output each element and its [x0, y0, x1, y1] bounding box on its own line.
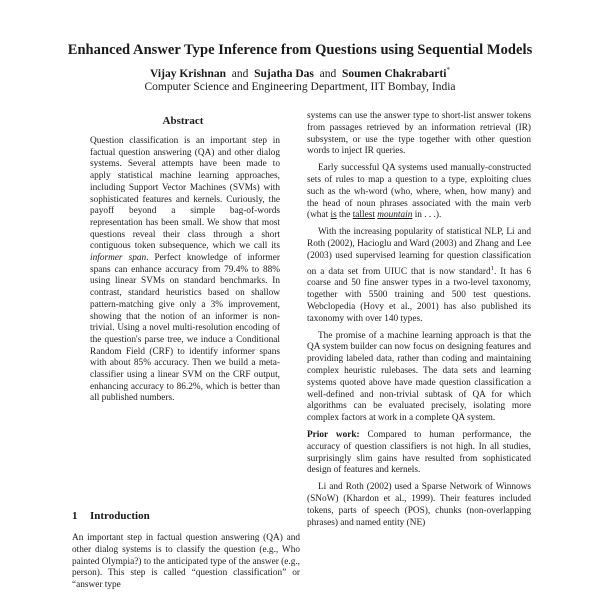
abstract-heading: Abstract [162, 115, 204, 127]
right-column [307, 111, 531, 534]
author-3: Soumen Chakrabarti [341, 67, 447, 80]
author-line [0, 66, 600, 80]
paragraph: Early successful QA systems used manually-constructed sets of rules to map a question to a type, exploiting clues such as the wh-word (who, where, when, how many) and the head of noun phrases associated with the main verb (what is the tallest mountain in . . .). [307, 163, 531, 221]
section-title: Introduction [90, 510, 150, 522]
author-conjunction: and [231, 67, 249, 80]
abstract-paragraph: Question classification is an important step in factual question answering (QA) and other dialog systems. Several attempts have been made to apply statistical machine learning approaches, including Support Vector Machines (SVMs) with sophisticated features and kernels. Curiously, the payoff beyond a simple bag-of-words representation has been small. We show that most questions reveal their class through a short contiguous token subsequence, which we call its informer span. Perfect knowledge of informer spans can enhance accuracy from 79.4% to 88% using linear SVMs on standard benchmarks. In contrast, standard heuristics based on shallow pattern-matching give only a 3% improvement, showing that the notion of an informer is non-trivial. Using a novel multi-resolution encoding of the question's parse tree, we induce a Conditional Random Field (CRF) to identify informer spans with about 85% accuracy. Then we build a meta-classifier using a linear SVM on the CRF output, enhancing accuracy to 86.2%, which is better than all published numbers. [90, 136, 280, 404]
prior-work-label: Prior work: [307, 430, 360, 441]
section-number: 1 [72, 510, 78, 522]
paper-title: Enhanced Answer Type Inference from Questions using Sequential Models [67, 42, 533, 58]
paragraph: Prior work: Compared to human performance, the accuracy of question classifiers is not high. In all studies, surprisingly slim gains have resulted from sophisticated design of features and kernels. [307, 430, 531, 476]
author-footnote-mark: * [446, 66, 450, 74]
section-heading-introduction [72, 510, 302, 522]
paragraph: The promise of a machine learning approach is that the QA system builder can now focus on designing features and providing labeled data, rather than coding and maintaining complex heuristic rulebases. The data sets and learning systems quoted above have made question classification a well-defined and non-trivial subtask of QA for which algorithms can be evaluated precisely, isolating more complex factors at work in a complete QA system. [307, 330, 531, 424]
author-2: Sujatha Das [254, 67, 314, 80]
paragraph: With the increasing popularity of statistical NLP, Li and Roth (2002), Hacioglu and Ward (2003) and Zhang and Lee (2003) used supervised learning for question classification on a data set from UIUC that is now standard$^1$. It has 6 coarse and 50 fine answer types in a two-level taxonomy, together with 5500 training and 500 test questions. Webclopedia (Hovy et al., 2001) has also published its taxonomy with over 140 types. [307, 227, 531, 324]
footnote-mark: 1 [490, 264, 494, 272]
informer-span-term: informer span [90, 253, 147, 264]
paragraph: Li and Roth (2002) used a Sparse Network of Winnows (SNoW) (Khardon et al., 1999). Their features included tokens, parts of speech (POS), chunks (non-overlapping phrases) and named entity (NE) [307, 482, 531, 528]
author-1: Vijay Krishnan [150, 67, 226, 80]
abstract-body [90, 136, 280, 405]
intro-paragraph: An important step in factual question answering (QA) and other dialog systems is to classify the question (e.g., Who painted Olympia?) to the anticipated type of the answer (e.g., person). This step is called “question classification” or “answer type [72, 533, 300, 591]
affiliation: Computer Science and Engineering Department, IIT Bombay, India [144, 81, 456, 93]
paragraph: systems can use the answer type to short-list answer tokens from passages retrieved by an information retrieval (IR) subsystem, or use the type together with other question words to inject IR queries. [307, 111, 531, 157]
author-conjunction: and [319, 67, 337, 80]
introduction-body [72, 533, 300, 592]
